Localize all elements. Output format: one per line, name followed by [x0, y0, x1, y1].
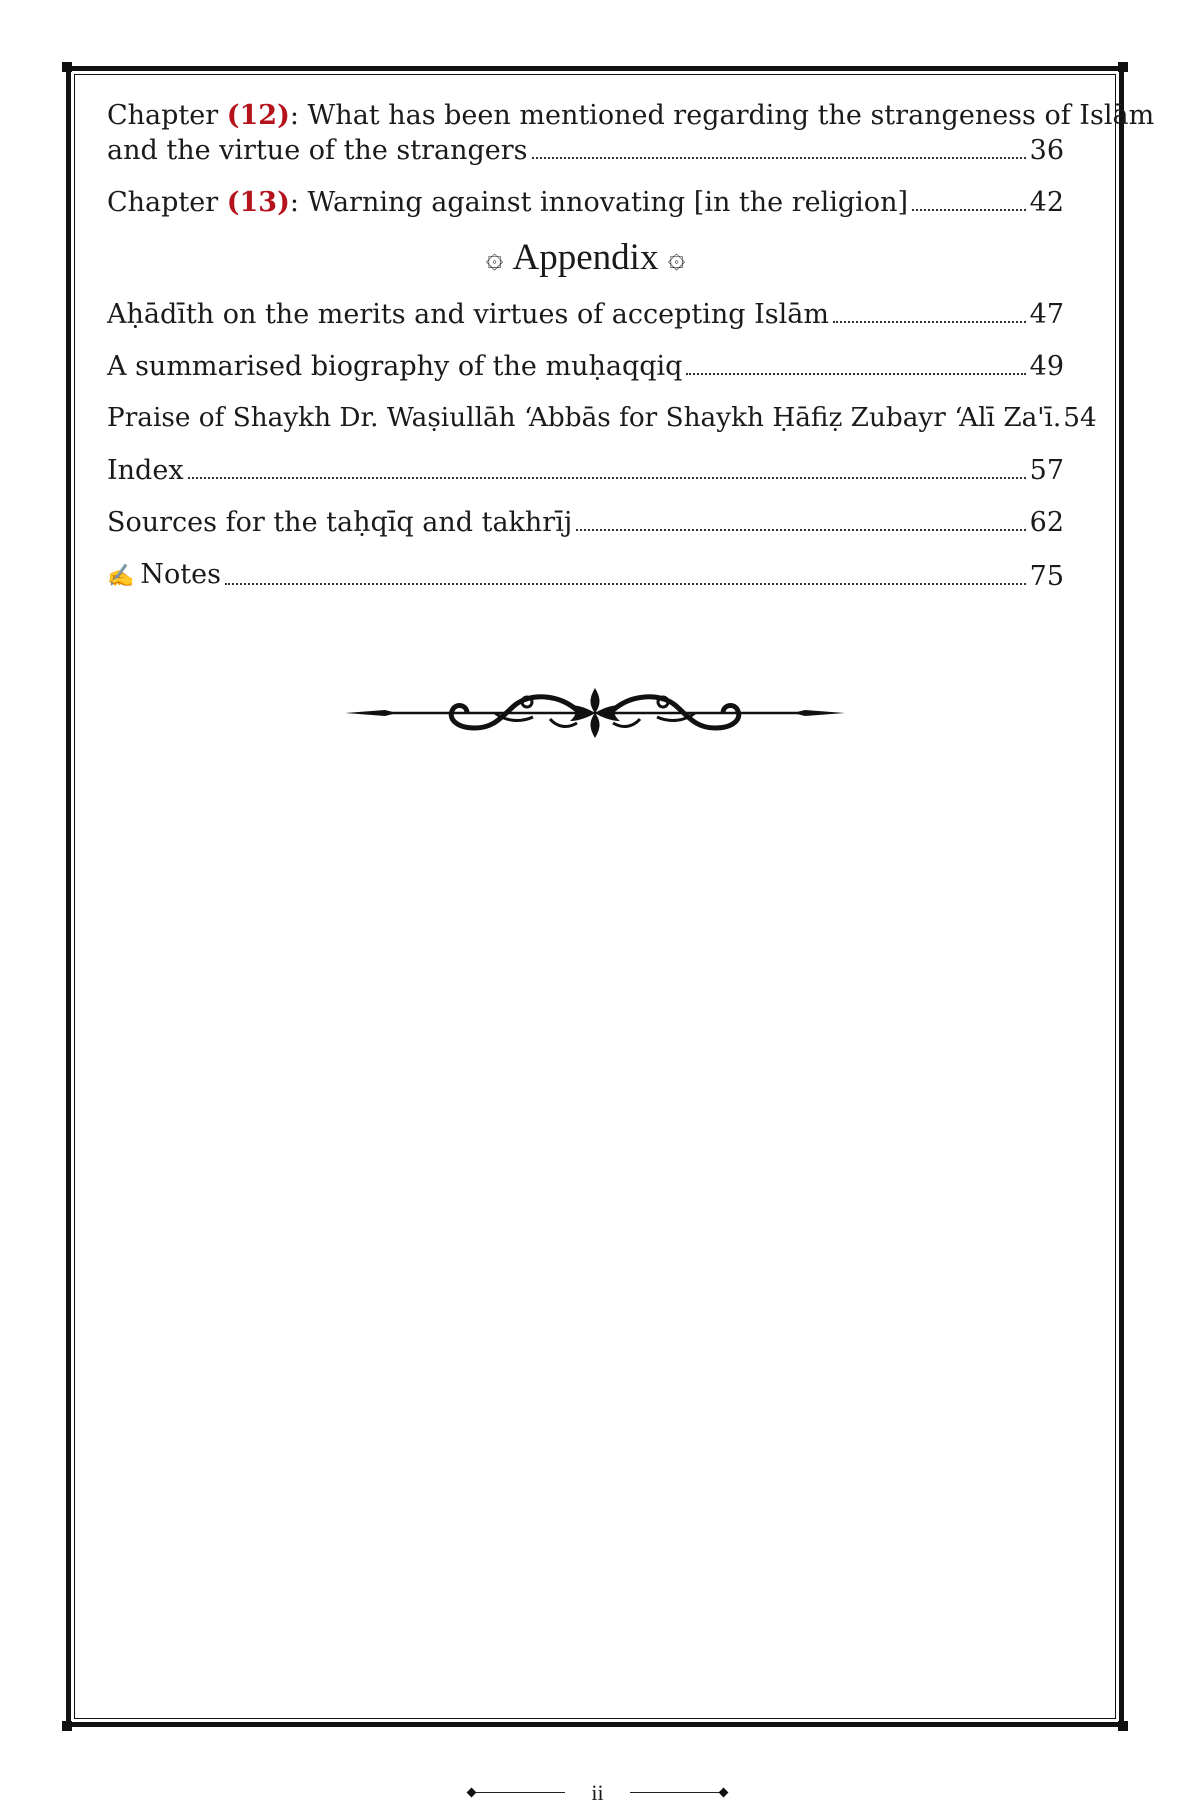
- footer-rule: [475, 1792, 565, 1793]
- toc-entry-ahadith[interactable]: [107, 297, 1064, 332]
- toc-entry-chapter-13[interactable]: [107, 185, 1064, 220]
- chapter-prefix: Chapter: [107, 100, 227, 131]
- entry-title: A summarised biography of the muḥaqqiq: [107, 351, 683, 382]
- diamond-icon: [718, 1788, 728, 1798]
- dot-leader: [225, 583, 1026, 585]
- dot-leader: [833, 321, 1026, 323]
- chapter-prefix: Chapter: [107, 187, 227, 218]
- dot-leader: [188, 477, 1026, 479]
- dot-leader: [912, 209, 1026, 211]
- page-footer: [0, 1778, 1195, 1804]
- appendix-heading: [107, 233, 1064, 283]
- entry-title: Praise of Shaykh Dr. Waṣiullāh ‘Abbās for Shaykh Ḥāfiẓ Zubayr ‘Alī Za'ī.: [107, 403, 1062, 433]
- entry-title: Notes: [140, 559, 221, 590]
- page-number: 42: [1029, 187, 1064, 218]
- toc-entry-index[interactable]: [107, 453, 1064, 488]
- rub-el-hizb-icon: ۞: [485, 241, 504, 274]
- toc-entry-notes[interactable]: [107, 557, 1064, 594]
- page-number: 49: [1029, 351, 1064, 382]
- rub-el-hizb-icon: ۞: [667, 241, 686, 274]
- page-number: 57: [1029, 455, 1064, 486]
- chapter-title: : Warning against innovating [in the religion]: [289, 187, 908, 218]
- chapter-number: (13): [226, 187, 290, 218]
- chapter-title-continued: and the virtue of the strangers: [107, 135, 528, 166]
- dot-leader: [686, 373, 1025, 375]
- chapter-number: (12): [226, 100, 290, 131]
- corner-ornament-top-right: [1118, 62, 1128, 72]
- toc-entry-sources[interactable]: [107, 505, 1064, 540]
- corner-ornament-bottom-left: [62, 1721, 72, 1731]
- toc-entry-biography[interactable]: [107, 349, 1064, 384]
- page-number: 47: [1029, 299, 1064, 330]
- toc-entry-chapter-12[interactable]: [107, 98, 1155, 168]
- dot-leader: [532, 157, 1026, 159]
- chapter-title: : What has been mentioned regarding the strangeness of Islām: [289, 100, 1155, 131]
- corner-ornament-top-left: [62, 62, 72, 72]
- decorative-divider: [345, 683, 845, 753]
- appendix-title: Appendix: [512, 237, 659, 278]
- entry-title: Index: [107, 455, 184, 486]
- toc-entry-praise[interactable]: [107, 401, 1097, 436]
- corner-ornament-bottom-right: [1118, 1721, 1128, 1731]
- dot-leader: [576, 529, 1025, 531]
- page-number: 75: [1029, 561, 1064, 592]
- page-number: 54: [1063, 403, 1097, 433]
- writing-hand-icon: ✍: [107, 564, 135, 589]
- page-number: 36: [1029, 135, 1064, 166]
- table-of-contents: [107, 98, 1155, 611]
- footer-rule: [630, 1792, 720, 1793]
- page-number-footer: ii: [591, 1780, 604, 1805]
- page-number: 62: [1029, 507, 1064, 538]
- entry-title: Aḥādīth on the merits and virtues of accepting Islām: [107, 299, 829, 330]
- entry-title: Sources for the taḥqīq and takhrīj: [107, 507, 573, 538]
